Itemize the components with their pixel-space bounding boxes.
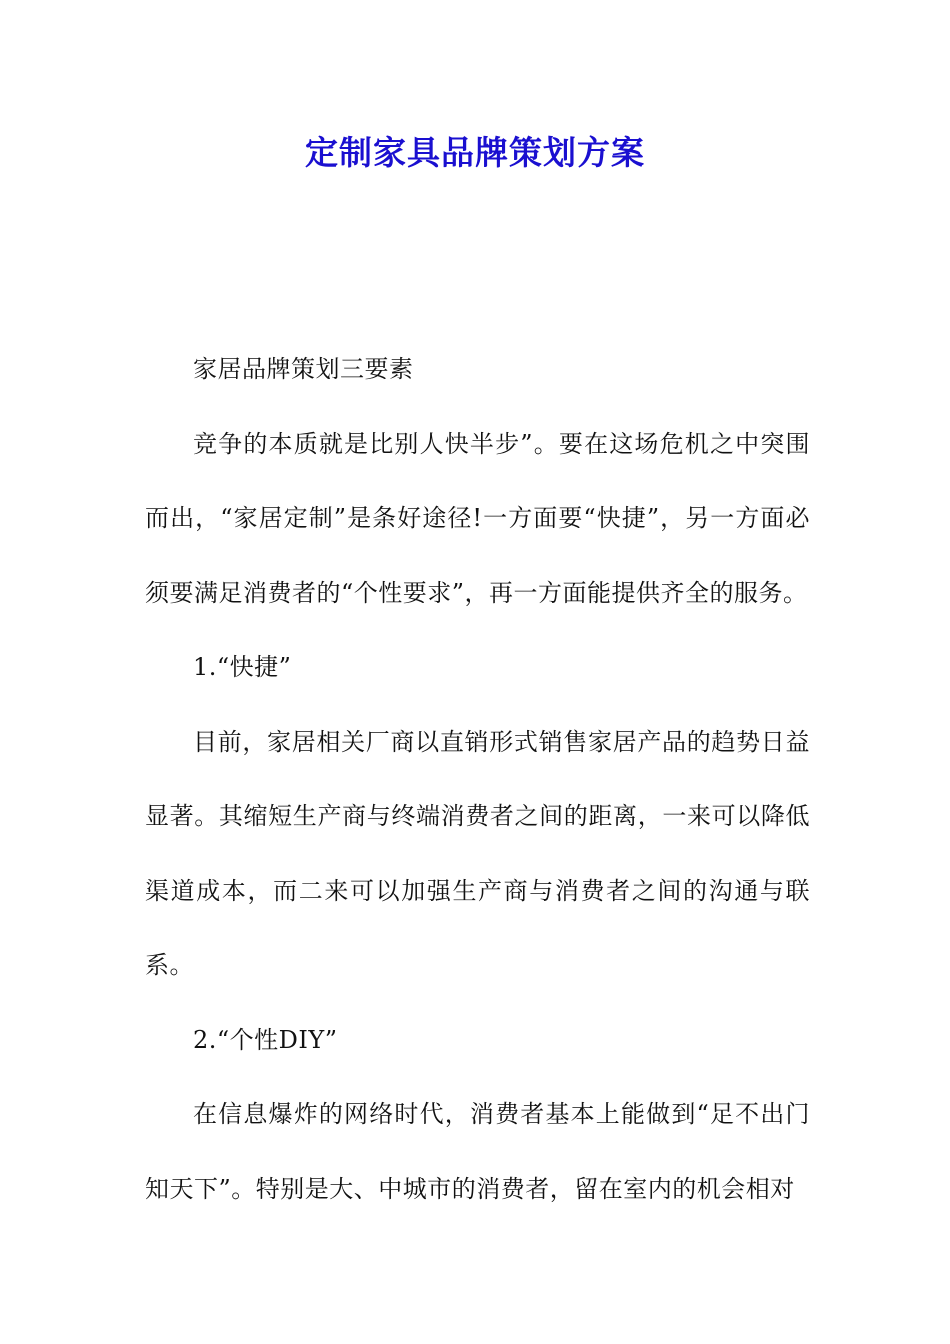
section-heading: 家居品牌策划三要素	[193, 355, 414, 383]
section-heading: 2.“个性DIY”	[193, 1025, 338, 1054]
paragraph: 竞争的本质就是比别人快半步”。要在这场危机之中突围而出，“家居定制”是条好途径!一方面要“快捷”，另一方面必须要满足消费者的“个性要求”，再一方面能提供齐全的服务。	[145, 429, 810, 607]
document-body	[145, 332, 810, 1226]
document-title: 定制家具品牌策划方案	[305, 133, 645, 172]
section-heading: 1.“快捷”	[193, 653, 292, 681]
paragraph: 在信息爆炸的网络时代，消费者基本上能做到“足不出门知天下”。特别是大、中城市的消费者，留在室内的机会相对	[145, 1100, 810, 1203]
paragraph: 目前，家居相关厂商以直销形式销售家居产品的趋势日益显著。其缩短生产商与终端消费者之间的距离，一来可以降低渠道成本，而二来可以加强生产商与消费者之间的沟通与联系。	[145, 727, 810, 979]
